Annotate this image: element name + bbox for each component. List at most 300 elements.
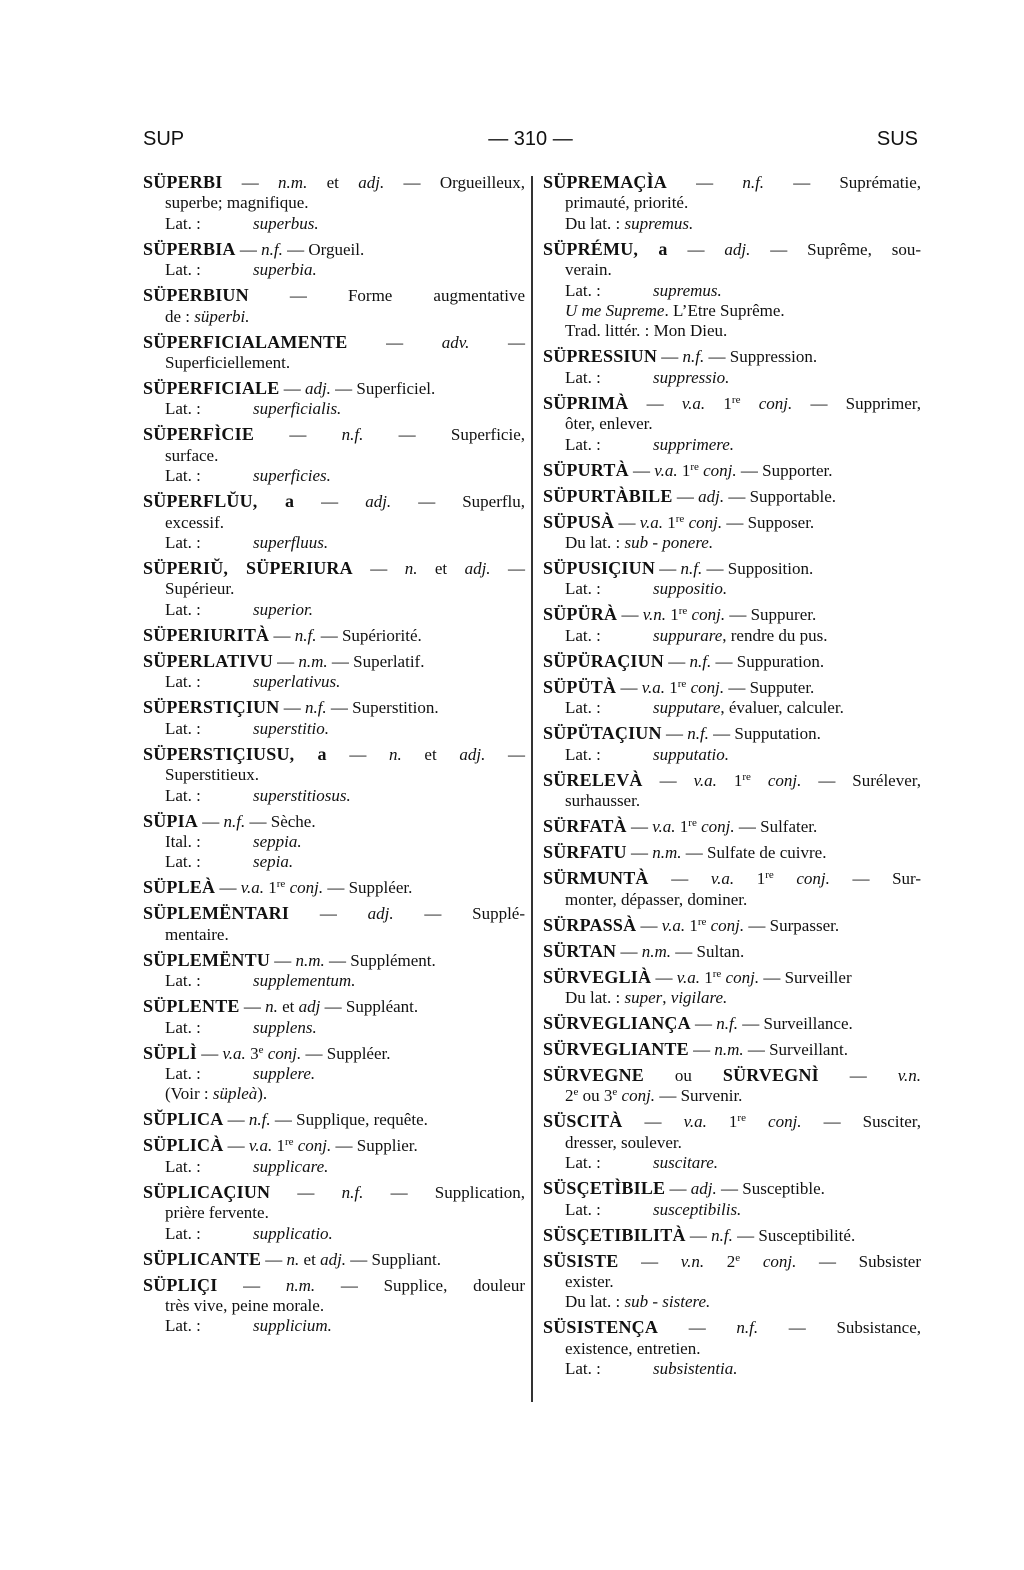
text: ou: [644, 1065, 723, 1085]
text: —: [661, 724, 688, 744]
text: —: [642, 770, 694, 790]
text: —: [664, 651, 690, 671]
etymology-note: [543, 214, 921, 234]
text: —: [688, 1039, 715, 1059]
entry-first-line: [543, 1013, 921, 1034]
text: —: [618, 1251, 681, 1271]
headword: SÜPLICANTE: [143, 1248, 262, 1269]
dictionary-entry: [543, 941, 921, 962]
entry-first-line: [543, 460, 921, 481]
entry-continuation: [143, 193, 525, 213]
headword: SÜSÇETÌBILE: [543, 1178, 666, 1199]
etymology-line: [543, 281, 921, 301]
italic-text: n.f.: [682, 347, 705, 367]
text: ).: [257, 1084, 268, 1104]
entry-continuation: [143, 446, 525, 466]
ordinal-superscript: e: [258, 1043, 264, 1056]
italic-text: supplere.: [253, 1063, 316, 1083]
text: — Suppléer.: [301, 1043, 391, 1063]
text: , rendre du pus.: [722, 625, 828, 645]
etymology-label: Lat. :: [565, 1199, 601, 1219]
text: 1: [734, 869, 766, 889]
etymology-line: [543, 1153, 921, 1173]
text: —: [685, 1225, 712, 1245]
headword: SÜPERFÌCIE: [143, 424, 255, 445]
italic-text: conj.: [691, 605, 726, 625]
headword: SÜPIA: [143, 810, 199, 831]
text: 1: [700, 967, 713, 987]
entry-first-line: [543, 1111, 921, 1132]
headword: SÜPERFICIALAMENTE: [143, 331, 348, 352]
ordinal-superscript: re: [712, 967, 722, 980]
text: —: [270, 1182, 342, 1202]
text: — Supplice, douleur: [315, 1275, 526, 1295]
text: [740, 1252, 763, 1271]
etymology-label: Lat. :: [565, 1359, 601, 1379]
entry-continuation: [543, 260, 921, 280]
entry-first-line: [543, 967, 921, 988]
dictionary-entry: [143, 172, 525, 234]
headword: SÜSÇETIBILITÀ: [543, 1224, 686, 1245]
etymology-label: Lat. :: [565, 1153, 601, 1173]
italic-text: sepia.: [253, 852, 294, 872]
etymology-line: [143, 214, 525, 234]
dictionary-entry: [543, 868, 921, 910]
text: —: [294, 492, 366, 512]
entry-continuation: [543, 1133, 921, 1153]
text: — Supériorité.: [316, 625, 422, 645]
text: —: [239, 997, 266, 1017]
entry-first-line: [143, 1249, 525, 1270]
etymology-line: [143, 466, 525, 486]
text: Du lat. :: [565, 213, 625, 233]
italic-text: n.f.: [716, 1013, 739, 1033]
running-head: [143, 128, 918, 158]
text: —: [223, 1110, 249, 1130]
text: et: [401, 744, 460, 764]
headword: SÜPERBI: [143, 172, 223, 192]
headword: SÜPERBIUN: [143, 285, 249, 306]
text: 1: [706, 1112, 738, 1132]
italic-text: conj.: [703, 460, 737, 480]
text: — Superstition.: [326, 698, 439, 718]
text: —: [672, 486, 699, 506]
italic-text: n.m.: [295, 950, 325, 970]
italic-text: supputatio.: [653, 744, 730, 764]
text: . L’Etre Suprême.: [664, 301, 785, 321]
dictionary-entry: [543, 460, 921, 481]
italic-text: n.: [286, 1249, 300, 1269]
text: dresser, soulever.: [565, 1132, 682, 1152]
text: verain.: [565, 260, 612, 280]
italic-text: v.a.: [681, 393, 706, 413]
text: —: [215, 878, 241, 898]
entry-first-line: [543, 651, 921, 672]
etymology-line: [543, 1200, 921, 1220]
etymology-label: Lat. :: [165, 971, 201, 991]
dictionary-entry: [143, 239, 525, 281]
text: — Supplication,: [363, 1182, 525, 1202]
entry-first-line: [543, 172, 921, 193]
entry-continuation: [143, 1203, 525, 1223]
dictionary-entry: [143, 811, 525, 873]
text: — Survenir.: [655, 1086, 743, 1106]
ordinal-superscript: re: [678, 605, 688, 618]
entry-first-line: [543, 1251, 921, 1272]
italic-text: v.a.: [641, 677, 666, 697]
italic-text: v.a.: [661, 915, 686, 935]
italic-text: superficies.: [253, 466, 331, 486]
etymology-line: [143, 832, 525, 852]
entry-continuation: [543, 1272, 921, 1292]
text: et: [307, 173, 359, 192]
italic-text: conj.: [762, 1251, 797, 1271]
entry-note: [543, 321, 921, 341]
text: —: [636, 915, 662, 935]
text: — Supporter.: [736, 460, 833, 480]
entry-first-line: [143, 1135, 525, 1156]
headword: SÜPURTÀ: [543, 459, 629, 480]
entry-first-line: [143, 1043, 525, 1064]
headword: SÜRVEGLIANTE: [543, 1038, 689, 1059]
entry-first-line: [143, 239, 525, 260]
ordinal-superscript: re: [675, 512, 685, 525]
etymology-line: [143, 971, 525, 991]
italic-text: n.f.: [711, 1225, 733, 1245]
headword: SÜRELEVÀ: [543, 769, 643, 790]
dictionary-entry: [143, 1182, 525, 1244]
headword: SÜRVEGNE: [543, 1064, 644, 1085]
italic-text: super: [624, 987, 663, 1007]
entry-first-line: [143, 491, 525, 512]
italic-text: superstitio.: [253, 718, 330, 738]
italic-text: n.: [404, 559, 418, 579]
text: Du lat. :: [565, 1292, 625, 1312]
text: — Superflu,: [391, 492, 526, 512]
ordinal-superscript: re: [731, 393, 741, 406]
entry-first-line: [143, 378, 525, 399]
entry-first-line: [143, 172, 525, 193]
text: ou 3: [578, 1086, 613, 1106]
italic-text: conj.: [767, 770, 802, 790]
headword: SÜPUSIÇIUN: [543, 558, 656, 579]
running-head-right: SUS: [876, 128, 918, 150]
text: [740, 394, 758, 413]
dictionary-entry: [143, 950, 525, 992]
italic-text: conj.: [725, 967, 760, 987]
etymology-line: [143, 399, 525, 419]
headword: SÜPERFLŬU, a: [143, 491, 295, 512]
headword: SÜRTAN: [543, 940, 617, 961]
entry-first-line: [143, 877, 525, 898]
text: — Surpasser.: [744, 915, 840, 935]
headword: SÜPLICÀ: [143, 1135, 224, 1156]
ordinal-superscript: re: [688, 817, 697, 830]
left-column: [143, 172, 525, 1341]
text: —: [198, 811, 224, 831]
text: — Superficiel.: [330, 379, 436, 399]
etymology-label: Lat. :: [165, 213, 201, 233]
text: —: [667, 239, 725, 259]
dictionary-entry: [543, 915, 921, 936]
italic-text: n.f.: [689, 651, 712, 671]
italic-text: superfluus.: [253, 533, 329, 553]
entry-first-line: [143, 1275, 525, 1296]
entry-first-line: [543, 346, 921, 367]
italic-text: v.a.: [710, 869, 735, 889]
etymology-line: [543, 698, 921, 718]
entry-first-line: [543, 558, 921, 579]
text: —: [490, 559, 525, 579]
entry-first-line: [543, 486, 921, 507]
entry-first-line: [543, 915, 921, 936]
etymology-line: [543, 368, 921, 388]
italic-text: suppositio.: [653, 579, 728, 599]
text: [751, 771, 768, 790]
etymology-line: [143, 1157, 525, 1177]
text: — Surveillant.: [743, 1039, 848, 1059]
ordinal-superscript: re: [677, 677, 687, 690]
text: —: [628, 460, 655, 480]
entry-first-line: [543, 1178, 921, 1199]
text: — Supputer.: [724, 677, 815, 697]
text: —: [626, 843, 653, 863]
text: —: [270, 950, 296, 970]
dictionary-entry: [543, 1225, 921, 1246]
text: — Sulfater.: [734, 817, 818, 837]
etymology-label: Lat. :: [565, 367, 601, 387]
dictionary-entry: [143, 996, 525, 1038]
ordinal-superscript: re: [737, 1112, 746, 1125]
dictionary-entry: [543, 239, 921, 342]
headword: SÜPERSTIÇIUN: [143, 697, 280, 718]
entry-first-line: [543, 239, 921, 260]
dictionary-entry: [543, 558, 921, 600]
text: —: [616, 677, 642, 697]
italic-text: n.m.: [278, 173, 308, 192]
italic-text: n.m.: [714, 1039, 744, 1059]
headword: SÜSCITÀ: [543, 1111, 623, 1132]
dictionary-entry: [543, 816, 921, 837]
text: Trad. littér. : Mon Dieu.: [565, 321, 728, 341]
etymology-line: [143, 786, 525, 806]
etymology-label: Lat. :: [165, 1223, 201, 1243]
etymology-label: Lat. :: [565, 698, 601, 718]
italic-text: n.f.: [341, 1182, 364, 1202]
entry-note: [143, 1084, 525, 1104]
etymology-label: Lat. :: [565, 434, 601, 454]
italic-text: n.f.: [261, 239, 283, 259]
text: —: [197, 1043, 223, 1063]
italic-text: n.f.: [680, 559, 703, 579]
running-head-left: SUP: [143, 128, 185, 150]
entry-first-line: [143, 285, 525, 306]
text: —: [279, 379, 305, 399]
headword: SÜRVEGLIÀ: [543, 966, 652, 987]
italic-text: supplicare.: [253, 1156, 329, 1176]
entry-first-line: [543, 816, 921, 837]
etymology-line: [543, 626, 921, 646]
text: —: [269, 625, 295, 645]
text: — Superlatif.: [327, 651, 425, 671]
italic-text: n.f.: [294, 625, 317, 645]
dictionary-entry: [543, 1065, 921, 1107]
text: —: [657, 347, 683, 367]
dictionary-entry: [143, 424, 525, 486]
italic-text: supplicium.: [253, 1316, 332, 1336]
italic-text: conj.: [796, 869, 830, 889]
headword: SÜSISTE: [543, 1250, 619, 1271]
dictionary-entry: [543, 604, 921, 646]
entry-continuation: [143, 353, 525, 373]
text: Du lat. :: [565, 987, 625, 1007]
entry-note: [543, 301, 921, 321]
etymology-label: Lat. :: [165, 260, 201, 280]
text: 1: [716, 770, 743, 790]
text: —: [279, 698, 305, 718]
italic-text: adj.: [690, 1179, 717, 1199]
headword: SÜPURTÀBILE: [543, 485, 673, 506]
etymology-label: Lat. :: [165, 1017, 201, 1037]
text: (Voir :: [165, 1084, 213, 1104]
column-divider: [531, 176, 533, 1402]
italic-text: supremus.: [653, 280, 722, 300]
entry-first-line: [543, 1039, 921, 1060]
etymology-line: [143, 1064, 525, 1084]
entry-first-line: [143, 950, 525, 971]
headword: SÜPERIŬ, SÜPERIURA: [143, 558, 353, 579]
italic-text: n.f.: [248, 1110, 271, 1130]
dictionary-entry: [143, 625, 525, 646]
ordinal-superscript: e: [612, 1086, 618, 1099]
entry-continuation: [143, 307, 525, 327]
italic-text: v.a.: [222, 1043, 246, 1063]
italic-text: v.a.: [683, 1112, 707, 1132]
etymology-line: [143, 600, 525, 620]
text: —: [690, 1013, 717, 1033]
text: — Subsistance,: [758, 1318, 921, 1338]
ordinal-superscript: e: [573, 1086, 579, 1099]
headword: SÜPLEÀ: [143, 877, 216, 898]
italic-text: adj.: [464, 559, 491, 579]
italic-text: n.f.: [742, 173, 765, 192]
etymology-label: Lat. :: [565, 744, 601, 764]
ordinal-superscript: re: [765, 869, 774, 882]
headword: SÜPLENTE: [143, 996, 240, 1017]
entry-note: [543, 988, 921, 1008]
italic-text: adj.: [304, 379, 331, 399]
etymology-line: [143, 260, 525, 280]
text: 3: [245, 1043, 259, 1063]
text: monter, dépasser, dominer.: [565, 889, 748, 909]
italic-text: n.f.: [223, 811, 246, 831]
dictionary-entry: [143, 285, 525, 327]
entry-first-line: [143, 744, 525, 765]
text: Superficiellement.: [165, 353, 291, 373]
dictionary-entry: [143, 744, 525, 806]
entry-note: [543, 533, 921, 553]
text: et: [417, 559, 465, 579]
entry-first-line: [543, 677, 921, 698]
ordinal-superscript: re: [742, 770, 751, 783]
text: —: [648, 869, 711, 889]
text: — Supplier.: [331, 1136, 418, 1156]
text: —: [651, 967, 677, 987]
text: — Surélever,: [801, 770, 922, 790]
italic-text: v.a.: [654, 460, 678, 480]
text: — Sultan.: [671, 941, 745, 961]
text: excessif.: [165, 512, 225, 532]
italic-text: superbus.: [253, 213, 319, 233]
entry-first-line: [143, 1109, 525, 1130]
text: —: [628, 393, 682, 413]
text: — Supplé-: [393, 904, 525, 924]
headword: SÜPUSÀ: [543, 511, 615, 532]
entry-first-line: [543, 512, 921, 533]
italic-text: supplens.: [253, 1017, 317, 1037]
dictionary-entry: [143, 877, 525, 898]
entry-first-line: [543, 770, 921, 791]
entry-first-line: [543, 941, 921, 962]
italic-text: superficialis.: [253, 399, 342, 419]
text: — Orgueil.: [282, 239, 365, 259]
entry-continuation: [543, 193, 921, 213]
text: — Superficie,: [363, 425, 525, 445]
text: —: [469, 332, 525, 352]
entry-continuation: [143, 579, 525, 599]
italic-text: v.n.: [680, 1251, 705, 1271]
text: ôter, enlever.: [565, 414, 653, 434]
text: 1: [666, 605, 679, 625]
etymology-line: [543, 435, 921, 455]
dictionary-entry: [143, 558, 525, 620]
dictionary-entry: [143, 1109, 525, 1130]
etymology-label: Lat. :: [165, 672, 201, 692]
text: — Susceptible.: [716, 1179, 825, 1199]
etymology-line: [143, 533, 525, 553]
italic-text: n.m.: [641, 941, 672, 961]
headword: SÜRMUNTÀ: [543, 868, 649, 889]
dictionary-entry: [143, 651, 525, 693]
italic-text: conj.: [690, 677, 725, 697]
entry-continuation: [543, 890, 921, 910]
text: 1: [675, 817, 689, 837]
text: —: [222, 173, 279, 192]
text: 2: [704, 1251, 736, 1271]
dictionary-entry: [543, 651, 921, 672]
text: —: [254, 425, 342, 445]
dictionary-entry: [543, 346, 921, 388]
text: —: [616, 941, 642, 961]
etymology-line: [543, 579, 921, 599]
headword: SÜPÜRAÇIUN: [543, 650, 665, 671]
headword: SÜPLEMËNTU: [143, 949, 271, 970]
dictionary-entry: [143, 332, 525, 374]
italic-text: v.n.: [897, 1065, 922, 1085]
ordinal-superscript: e: [735, 1251, 741, 1264]
italic-text: conj.: [768, 1112, 802, 1132]
italic-text: adj.: [320, 1249, 347, 1269]
text: surhausser.: [565, 791, 641, 811]
italic-text: adj.: [365, 492, 392, 512]
dictionary-entry: [543, 512, 921, 554]
text: — Supposition.: [702, 559, 814, 579]
text: , évaluer, calculer.: [720, 698, 844, 718]
text: — Suppurer.: [725, 605, 817, 625]
dictionary-entry: [543, 1013, 921, 1034]
entry-continuation: [543, 414, 921, 434]
text: — Suppliant.: [346, 1249, 441, 1269]
